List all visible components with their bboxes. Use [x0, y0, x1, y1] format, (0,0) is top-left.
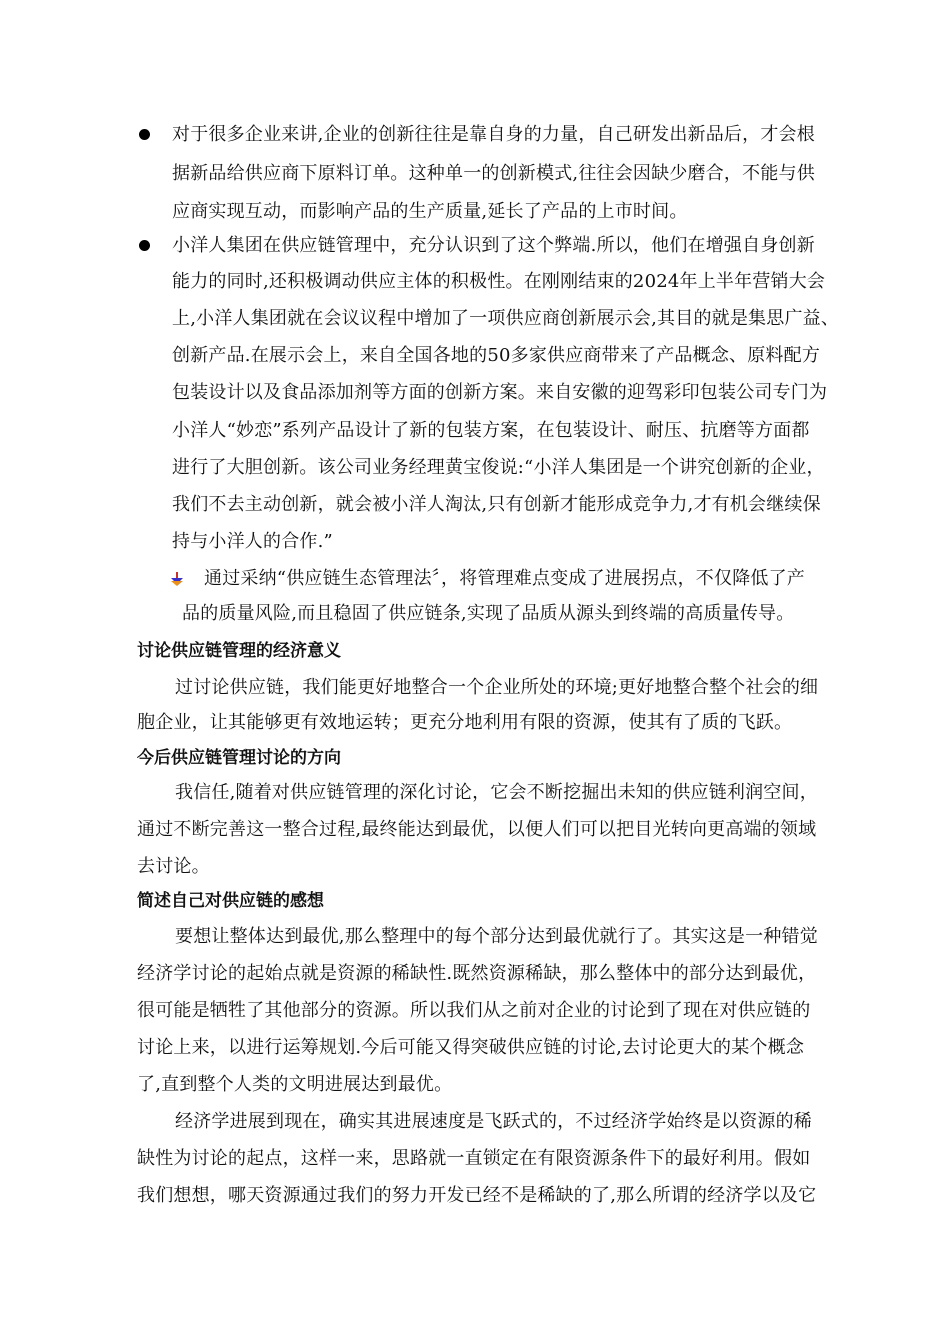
bullet-2-line-4: 创新产品.在展示会上，来自全国各地的50多家供应商带来了产品概念、原料配方	[172, 345, 821, 366]
bullet-dot-icon	[139, 240, 150, 251]
section-3-p2-line-1: 经济学进展到现在，确实其进展速度是飞跃式的，不过经济学始终是以资源的稀	[175, 1111, 812, 1132]
bullet-1-line-3: 应商实现互动，而影响产品的生产质量,延长了产品的上市时间。	[172, 201, 688, 222]
section-2-line-1: 我信任,随着对供应链管理的深化讨论，它会不断挖掘出未知的供应链利润空间，	[175, 782, 818, 803]
section-3-p1-line-4: 讨论上来，以进行运筹规划.今后可能又得突破供应链的讨论,去讨论更大的某个概念	[137, 1037, 805, 1058]
bullet-2-line-2: 能力的同时,还积极调动供应主体的积极性。在刚刚结束的2024年上半年营销大会	[172, 271, 826, 292]
section-2-line-3: 去讨论。	[137, 856, 210, 877]
bullet-2-line-8: 我们不去主动创新，就会被小洋人淘汰,只有创新才能形成竞争力,才有机会继续保	[172, 494, 821, 515]
bullet-2-line-5: 包装设计以及食品添加剂等方面的创新方案。来自安徽的迎驾彩印包装公司专门为	[172, 382, 828, 403]
section-1-line-2: 胞企业，让其能够更有效地运转；更充分地利用有限的资源，使其有了质的飞跃。	[137, 712, 793, 733]
section-3-p1-line-2: 经济学讨论的起始点就是资源的稀缺性.既然资源稀缺，那么整体中的部分达到最优，	[137, 963, 817, 984]
section-3-p2-line-2: 缺性为讨论的起点，这样一来，思路就一直锁定在有限资源条件下的最好利用。假如	[137, 1148, 811, 1169]
section-3-p2-line-3: 我们想想，哪天资源通过我们的努力开发已经不是稀缺的了,那么所谓的经济学以及它	[137, 1185, 817, 1206]
section-2-line-2: 通过不断完善这一整合过程,最终能达到最优，以便人们可以把目光转向更高端的领域	[137, 819, 817, 840]
section-3-p1-line-1: 要想让整体达到最优,那么整理中的每个部分达到最优就行了。其实这是一种错觉	[175, 926, 818, 947]
sub-bullet-line-2: 品的质量风险,而且稳固了供应链条,实现了品质从源头到终端的高质量传导。	[182, 603, 795, 624]
bullet-2-line-7: 进行了大胆创新。该公司业务经理黄宝俊说:“小洋人集团是一个讲究创新的企业，	[172, 457, 825, 478]
bullet-2-line-1: 小洋人集团在供应链管理中，充分认识到了这个弊端.所以，他们在增强自身创新	[172, 235, 815, 256]
section-3-p1-line-5: 了,直到整个人类的文明进展达到最优。	[137, 1074, 453, 1095]
section-1-line-1: 过讨论供应链，我们能更好地整合一个企业所处的环境;更好地整合整个社会的细	[175, 677, 819, 698]
section-heading-personal-thoughts: 简述自己对供应链的感想	[137, 891, 324, 911]
bullet-1-line-2: 据新品给供应商下原料订单。这种单一的创新模式,往往会因缺少磨合，不能与供	[172, 163, 815, 184]
section-heading-economic-meaning: 讨论供应链管理的经济意义	[137, 641, 341, 661]
arrow-down-bullet-icon	[170, 572, 184, 586]
bullet-2-line-6: 小洋人“妙恋”系列产品设计了新的包装方案，在包装设计、耐压、抗磨等方面都	[172, 420, 810, 441]
bullet-2-line-9: 持与小洋人的合作.”	[172, 531, 333, 552]
sub-bullet-line-1: 通过采纳“供应链生态管理法〞，将管理难点变成了进展拐点，不仅降低了产	[204, 568, 805, 589]
bullet-dot-icon	[139, 129, 150, 140]
bullet-2-line-3: 上,小洋人集团就在会议议程中增加了一项供应商创新展示会,其目的就是集思广益、	[172, 308, 840, 329]
section-3-p1-line-3: 很可能是牺牲了其他部分的资源。所以我们从之前对企业的讨论到了现在对供应链的	[137, 1000, 811, 1021]
bullet-1-line-1: 对于很多企业来讲,企业的创新往往是靠自身的力量，自己研发出新品后，才会根	[172, 124, 815, 145]
section-heading-future-direction: 今后供应链管理讨论的方向	[137, 748, 341, 768]
